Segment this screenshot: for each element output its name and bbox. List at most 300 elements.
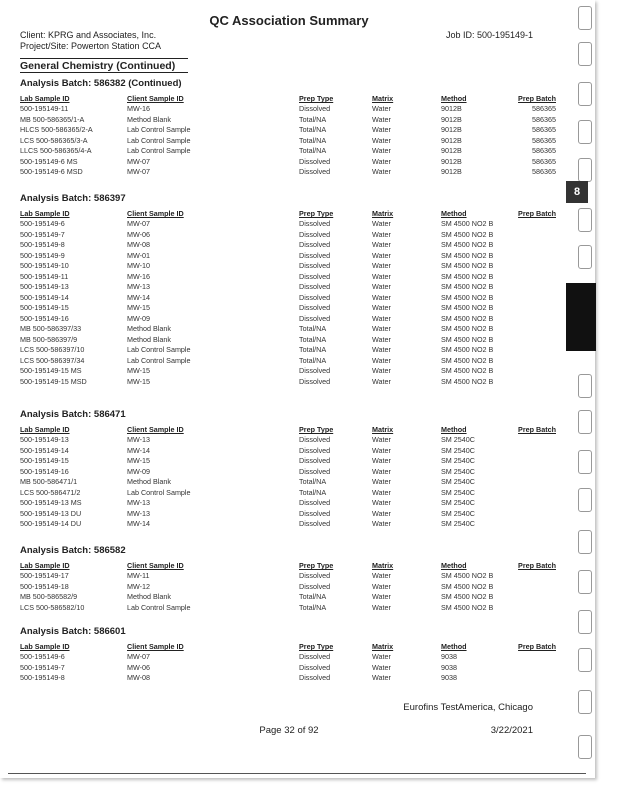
section-tab[interactable] (578, 158, 592, 182)
section-tab[interactable] (578, 648, 592, 672)
cell-prep: Dissolved (299, 652, 331, 661)
cell-batch: 586365 (532, 104, 556, 113)
cell-client: MW-15 (127, 456, 151, 465)
cell-prep: Dissolved (299, 219, 331, 228)
cell-prep: Dissolved (299, 104, 331, 113)
cell-matrix: Water (372, 355, 391, 365)
cell-lab: LCS 500-586397/10 (20, 345, 85, 354)
table-row (20, 652, 556, 662)
cell-client: MW-15 (127, 303, 151, 312)
cell-prep: Dissolved (299, 292, 331, 302)
table-row (20, 261, 556, 271)
column-header-matrix: Matrix (372, 561, 394, 570)
cell-lab: 500-195149-8 (20, 240, 65, 249)
cell-method: SM 4500 NO2 B (441, 292, 494, 302)
cell-client: Method Blank (127, 477, 171, 486)
column-header-lab: Lab Sample ID (20, 209, 70, 218)
cell-method: SM 2540C (441, 466, 475, 476)
section-tab[interactable] (578, 735, 592, 759)
cell-client: MW-10 (127, 261, 151, 270)
page-number: Page 32 of 92 (259, 725, 319, 736)
cell-prep: Dissolved (299, 435, 331, 444)
cell-prep: Total/NA (299, 146, 327, 155)
cell-method: 9012B (441, 156, 462, 166)
column-header-client: Client Sample ID (127, 94, 184, 103)
cell-matrix: Water (372, 662, 391, 672)
cell-client: MW-13 (127, 498, 151, 507)
cell-client: Lab Control Sample (127, 125, 191, 134)
table-row (20, 488, 556, 498)
cell-matrix: Water (372, 250, 391, 260)
column-header-client: Client Sample ID (127, 561, 184, 570)
section-tab-active[interactable]: 8 (566, 181, 588, 203)
cell-prep: Total/NA (299, 125, 327, 134)
cell-client: MW-15 (127, 366, 151, 375)
cell-method: SM 4500 NO2 B (441, 229, 494, 239)
cell-matrix: Water (372, 673, 391, 682)
cell-method: 9038 (441, 673, 457, 682)
cell-matrix: Water (372, 240, 391, 249)
cell-lab: 500-195149-16 (20, 466, 69, 476)
cell-prep: Total/NA (299, 355, 327, 365)
cell-lab: 500-195149-17 (20, 571, 69, 580)
column-header-method: Method (441, 94, 467, 103)
cell-method: 9012B (441, 146, 462, 155)
cell-method: 9012B (441, 167, 462, 176)
column-header-batch: Prep Batch (518, 209, 556, 218)
cell-lab: LLCS 500-586365/4-A (20, 146, 92, 155)
cell-method: 9038 (441, 662, 457, 672)
column-header-batch: Prep Batch (518, 425, 556, 434)
cell-prep: Total/NA (299, 477, 327, 486)
cell-matrix: Water (372, 581, 391, 591)
cell-matrix: Water (372, 324, 391, 333)
cell-lab: 500-195149-10 (20, 261, 69, 270)
cell-method: SM 2540C (441, 487, 475, 497)
cell-method: SM 2540C (441, 435, 475, 444)
section-tab[interactable] (578, 570, 592, 594)
column-header-lab: Lab Sample ID (20, 94, 70, 103)
cell-method: SM 4500 NO2 B (441, 271, 494, 281)
table-row (20, 324, 556, 334)
cell-method: SM 4500 NO2 B (441, 592, 494, 601)
cell-matrix: Water (372, 571, 391, 580)
cell-client: MW-06 (127, 662, 151, 672)
column-header-matrix: Matrix (372, 642, 394, 651)
cell-matrix: Water (372, 445, 391, 455)
cell-matrix: Water (372, 592, 391, 601)
table-row (20, 125, 556, 135)
section-tab[interactable] (578, 6, 592, 30)
cell-method: 9012B (441, 114, 462, 124)
cell-client: Lab Control Sample (127, 487, 191, 497)
cell-method: SM 2540C (441, 445, 475, 455)
column-header-client: Client Sample ID (127, 425, 184, 434)
cell-prep: Dissolved (299, 156, 331, 166)
cell-method: SM 4500 NO2 B (441, 571, 494, 580)
cell-client: Method Blank (127, 324, 171, 333)
cell-client: MW-12 (127, 581, 151, 591)
section-tab[interactable] (578, 374, 592, 398)
cell-prep: Dissolved (299, 498, 331, 507)
table-row (20, 219, 556, 229)
cell-matrix: Water (372, 292, 391, 302)
table-row (20, 498, 556, 508)
cell-prep: Total/NA (299, 334, 327, 344)
table-row (20, 377, 556, 387)
cell-matrix: Water (372, 334, 391, 344)
section-tab[interactable] (578, 530, 592, 554)
cell-matrix: Water (372, 167, 391, 176)
cell-client: Lab Control Sample (127, 135, 191, 145)
cell-method: SM 4500 NO2 B (441, 282, 494, 291)
section-tab[interactable] (578, 82, 592, 106)
batch-title: Analysis Batch: 586471 (20, 409, 126, 420)
cell-lab: 500-195149-7 (20, 229, 65, 239)
section-tab[interactable] (578, 245, 592, 269)
column-header-batch: Prep Batch (518, 642, 556, 651)
cell-lab: 500-195149-14 (20, 445, 69, 455)
table-row (20, 104, 556, 114)
table-row (20, 303, 556, 313)
cell-method: SM 4500 NO2 B (441, 261, 494, 270)
cell-lab: 500-195149-15 (20, 303, 69, 312)
cell-client: MW-13 (127, 435, 151, 444)
cell-batch: 586365 (532, 146, 556, 155)
batch-title: Analysis Batch: 586582 (20, 545, 126, 556)
cell-lab: LCS 500-586365/3-A (20, 135, 88, 145)
cell-method: SM 4500 NO2 B (441, 240, 494, 249)
cell-client: MW-15 (127, 376, 151, 386)
cell-lab: 500-195149-13 (20, 282, 69, 291)
cell-client: MW-13 (127, 282, 151, 291)
table-row (20, 509, 556, 519)
cell-method: SM 4500 NO2 B (441, 313, 494, 323)
cell-matrix: Water (372, 487, 391, 497)
column-header-prep: Prep Type (299, 209, 334, 218)
batch-title: Analysis Batch: 586397 (20, 193, 126, 204)
cell-lab: LCS 500-586397/34 (20, 355, 85, 365)
cell-lab: 500-195149-6 (20, 219, 65, 228)
cell-matrix: Water (372, 125, 391, 134)
cell-lab: 500-195149-7 (20, 662, 65, 672)
section-tab[interactable] (578, 610, 592, 634)
cell-matrix: Water (372, 376, 391, 386)
table-row (20, 356, 556, 366)
cell-prep: Dissolved (299, 240, 331, 249)
cell-lab: 500-195149-13 (20, 435, 69, 444)
cell-prep: Dissolved (299, 167, 331, 176)
cell-method: SM 4500 NO2 B (441, 355, 494, 365)
cell-prep: Total/NA (299, 114, 327, 124)
cell-lab: 500-195149-15 (20, 456, 69, 465)
project-site: Project/Site: Powerton Station CCA (20, 41, 162, 51)
cell-matrix: Water (372, 466, 391, 476)
cell-lab: MB 500-586471/1 (20, 477, 78, 486)
section-tab[interactable] (578, 208, 592, 232)
section-tab[interactable] (578, 42, 592, 66)
cell-matrix: Water (372, 135, 391, 145)
cell-lab: 500-195149-6 MSD (20, 167, 83, 176)
column-header-method: Method (441, 209, 467, 218)
cell-method: SM 4500 NO2 B (441, 366, 494, 375)
table-row (20, 456, 556, 466)
cell-method: SM 2540C (441, 477, 475, 486)
column-header-matrix: Matrix (372, 425, 394, 434)
cell-method: SM 4500 NO2 B (441, 250, 494, 260)
cell-prep: Dissolved (299, 271, 331, 281)
cell-prep: Dissolved (299, 366, 331, 375)
cell-lab: LCS 500-586471/2 (20, 487, 81, 497)
cell-batch: 586365 (532, 135, 556, 145)
cell-matrix: Water (372, 435, 391, 444)
table-row (20, 592, 556, 602)
cell-matrix: Water (372, 156, 391, 166)
cell-prep: Total/NA (299, 135, 327, 145)
cell-matrix: Water (372, 508, 391, 518)
cell-matrix: Water (372, 229, 391, 239)
cell-lab: 500-195149-11 (20, 271, 69, 281)
report-date: 3/22/2021 (490, 725, 533, 736)
cell-matrix: Water (372, 261, 391, 270)
cell-method: SM 2540C (441, 456, 475, 465)
cell-client: MW-06 (127, 229, 151, 239)
cell-prep: Dissolved (299, 313, 331, 323)
cell-client: MW-13 (127, 508, 151, 518)
cell-lab: 500-195149-15 MS (20, 366, 82, 375)
cell-lab: 500-195149-18 (20, 581, 69, 591)
column-header-prep: Prep Type (299, 94, 334, 103)
cell-method: SM 2540C (441, 519, 475, 528)
cell-method: SM 4500 NO2 B (441, 345, 494, 354)
table-row (20, 435, 556, 445)
cell-prep: Dissolved (299, 662, 331, 672)
table-row (20, 115, 556, 125)
column-header-prep: Prep Type (299, 561, 334, 570)
cell-method: 9038 (441, 652, 457, 661)
cell-prep: Total/NA (299, 345, 327, 354)
cell-prep: Dissolved (299, 250, 331, 260)
cell-matrix: Water (372, 313, 391, 323)
table-row (20, 136, 556, 146)
section-tab[interactable] (578, 410, 592, 434)
table-row (20, 146, 556, 156)
cell-client: MW-07 (127, 156, 151, 166)
cell-lab: 500-195149-11 (20, 104, 69, 113)
cell-lab: MB 500-586397/9 (20, 334, 78, 344)
cell-batch: 586365 (532, 125, 556, 134)
table-row (20, 240, 556, 250)
section-title: General Chemistry (Continued) (20, 58, 188, 73)
column-header-batch: Prep Batch (518, 94, 556, 103)
cell-lab: MB 500-586582/9 (20, 592, 78, 601)
cell-matrix: Water (372, 366, 391, 375)
cell-prep: Dissolved (299, 456, 331, 465)
section-marker (566, 283, 596, 351)
cell-prep: Dissolved (299, 282, 331, 291)
table-row (20, 282, 556, 292)
cell-lab: LCS 500-586582/10 (20, 602, 85, 612)
cell-batch: 586365 (532, 156, 556, 166)
cell-matrix: Water (372, 219, 391, 228)
cell-prep: Dissolved (299, 376, 331, 386)
cell-method: 9012B (441, 135, 462, 145)
cell-prep: Dissolved (299, 508, 331, 518)
cell-matrix: Water (372, 271, 391, 281)
table-row (20, 673, 556, 683)
cell-method: SM 2540C (441, 498, 475, 507)
section-tab[interactable] (578, 488, 592, 512)
cell-batch: 586365 (532, 114, 556, 124)
cell-prep: Dissolved (299, 571, 331, 580)
table-row (20, 167, 556, 177)
cell-lab: 500-195149-14 DU (20, 519, 82, 528)
table-row (20, 467, 556, 477)
table-row (20, 314, 556, 324)
cell-client: Method Blank (127, 334, 171, 344)
footer-organization: Eurofins TestAmerica, Chicago (403, 702, 533, 713)
cell-prep: Dissolved (299, 445, 331, 455)
table-row (20, 603, 556, 613)
table-row (20, 477, 556, 487)
cell-client: MW-09 (127, 466, 151, 476)
cell-prep: Total/NA (299, 602, 327, 612)
column-header-lab: Lab Sample ID (20, 561, 70, 570)
cell-matrix: Water (372, 652, 391, 661)
table-row (20, 293, 556, 303)
cell-client: MW-07 (127, 652, 151, 661)
cell-client: MW-07 (127, 219, 151, 228)
cell-client: Lab Control Sample (127, 602, 191, 612)
cell-matrix: Water (372, 114, 391, 124)
table-row (20, 582, 556, 592)
cell-lab: 500-195149-15 MSD (20, 376, 87, 386)
cell-client: MW-09 (127, 313, 151, 323)
cell-method: 9012B (441, 104, 462, 113)
table-row (20, 446, 556, 456)
cell-client: MW-14 (127, 445, 151, 455)
cell-method: SM 4500 NO2 B (441, 303, 494, 312)
cell-lab: MB 500-586365/1-A (20, 114, 85, 124)
table-row (20, 345, 556, 355)
cell-lab: 500-195149-8 (20, 673, 65, 682)
cell-lab: 500-195149-16 (20, 313, 69, 323)
cell-client: MW-08 (127, 673, 151, 682)
table-row (20, 272, 556, 282)
table-row (20, 230, 556, 240)
cell-matrix: Water (372, 104, 391, 113)
cell-lab: MB 500-586397/33 (20, 324, 82, 333)
table-row (20, 251, 556, 261)
cell-prep: Dissolved (299, 229, 331, 239)
cell-matrix: Water (372, 602, 391, 612)
bottom-divider (8, 773, 586, 774)
batch-title: Analysis Batch: 586382 (Continued) (20, 78, 182, 89)
cell-client: MW-08 (127, 240, 151, 249)
cell-prep: Dissolved (299, 466, 331, 476)
cell-client: MW-16 (127, 271, 151, 281)
cell-matrix: Water (372, 303, 391, 312)
column-header-method: Method (441, 642, 467, 651)
column-header-lab: Lab Sample ID (20, 425, 70, 434)
cell-prep: Dissolved (299, 581, 331, 591)
cell-method: SM 4500 NO2 B (441, 376, 494, 386)
cell-lab: 500-195149-13 MS (20, 498, 82, 507)
cell-prep: Dissolved (299, 303, 331, 312)
page-title: QC Association Summary (209, 13, 369, 28)
table-row (20, 571, 556, 581)
column-header-matrix: Matrix (372, 209, 394, 218)
cell-lab: 500-195149-6 (20, 652, 65, 661)
cell-matrix: Water (372, 282, 391, 291)
cell-client: MW-14 (127, 292, 151, 302)
cell-matrix: Water (372, 498, 391, 507)
cell-method: SM 2540C (441, 508, 475, 518)
cell-method: SM 4500 NO2 B (441, 219, 494, 228)
cell-method: SM 4500 NO2 B (441, 334, 494, 344)
cell-prep: Total/NA (299, 592, 327, 601)
section-tab[interactable] (578, 690, 592, 714)
column-header-lab: Lab Sample ID (20, 642, 70, 651)
cell-client: MW-11 (127, 571, 150, 580)
cell-client: Lab Control Sample (127, 355, 191, 365)
cell-matrix: Water (372, 146, 391, 155)
batch-title: Analysis Batch: 586601 (20, 626, 126, 637)
cell-lab: 500-195149-6 MS (20, 156, 78, 166)
section-tab[interactable] (578, 450, 592, 474)
cell-prep: Total/NA (299, 487, 327, 497)
column-header-client: Client Sample ID (127, 642, 184, 651)
cell-method: SM 4500 NO2 B (441, 602, 494, 612)
cell-client: MW-07 (127, 167, 151, 176)
cell-client: MW-14 (127, 519, 151, 528)
cell-lab: HLCS 500-586365/2-A (20, 125, 93, 134)
cell-matrix: Water (372, 456, 391, 465)
cell-client: Lab Control Sample (127, 345, 191, 354)
table-row (20, 663, 556, 673)
cell-client: Method Blank (127, 592, 171, 601)
client-name: Client: KPRG and Associates, Inc. (20, 30, 157, 40)
cell-client: Method Blank (127, 114, 171, 124)
cell-matrix: Water (372, 477, 391, 486)
cell-matrix: Water (372, 345, 391, 354)
cell-prep: Dissolved (299, 673, 331, 682)
cell-method: SM 4500 NO2 B (441, 581, 494, 591)
cell-batch: 586365 (532, 167, 556, 176)
column-header-method: Method (441, 561, 467, 570)
cell-prep: Dissolved (299, 261, 331, 270)
table-row (20, 157, 556, 167)
cell-lab: 500-195149-9 (20, 250, 65, 260)
column-header-matrix: Matrix (372, 94, 394, 103)
column-header-method: Method (441, 425, 467, 434)
cell-client: MW-01 (127, 250, 151, 260)
table-row (20, 519, 556, 529)
cell-lab: 500-195149-14 (20, 292, 69, 302)
cell-method: SM 4500 NO2 B (441, 324, 494, 333)
cell-lab: 500-195149-13 DU (20, 508, 82, 518)
cell-method: 9012B (441, 125, 462, 134)
section-tab[interactable] (578, 120, 592, 144)
table-row (20, 335, 556, 345)
column-header-prep: Prep Type (299, 642, 334, 651)
cell-matrix: Water (372, 519, 391, 528)
column-header-prep: Prep Type (299, 425, 334, 434)
job-id: Job ID: 500-195149-1 (445, 30, 533, 40)
table-row (20, 366, 556, 376)
column-header-batch: Prep Batch (518, 561, 556, 570)
cell-prep: Total/NA (299, 324, 327, 333)
